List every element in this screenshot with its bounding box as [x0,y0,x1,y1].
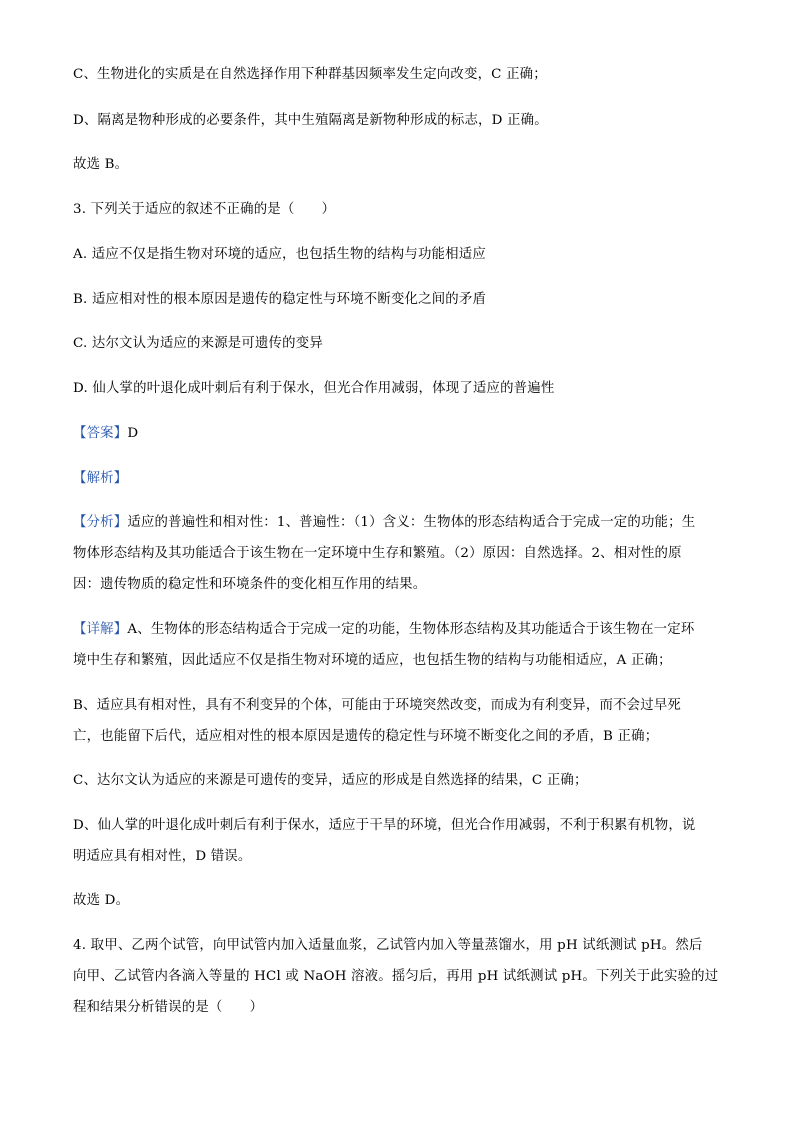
xiangjie-line-6: D、仙人掌的叶退化成叶刺后有利于保水，适应于干旱的环境，但光合作用减弱，不利于积累有机物，说 [73,818,696,833]
question-4-stem-line-3: 程和结果分析错误的是（ ） [73,1000,264,1015]
fenxi-line-2: 物体形态结构及其功能适合于该生物在一定环境中生存和繁殖。（2）原因：自然选择。2、相对性的原 [73,546,682,561]
xiangjie-line-2: 境中生存和繁殖，因此适应不仅是指生物对环境的适应，也包括生物的结构与功能相适应，A 正确； [73,653,672,668]
answer-tag: 【答案】 [73,426,128,441]
fenxi-text-1: 适应的普遍性和相对性：1、普遍性：（1）含义：生物体的形态结构适合于完成一定的功能；生 [127,515,696,530]
question-3-option-a: A. 适应不仅是指生物对环境的适应，也包括生物的结构与功能相适应 [73,247,486,262]
xiangjie-line-4: 亡，也能留下后代，适应相对性的根本原因是遗传的稳定性与环境不断变化之间的矛盾，B 正确； [73,729,659,744]
fenxi-line-3: 因：遗传物质的稳定性和环境条件的变化相互作用的结果。 [73,577,427,592]
answer-value: D [127,426,139,441]
analysis-tag: 【解析】 [73,471,128,486]
xiangjie-text-1: A、生物体的形态结构适合于完成一定的功能，生物体形态结构及其功能适合于该生物在一定环 [127,622,695,637]
analysis-heading [73,469,127,489]
xiangjie-line-1 [73,620,694,640]
question-3-choice: 故选 D。 [73,893,130,908]
answer-line [73,424,138,444]
fenxi-tag: 【分析】 [73,515,128,530]
prev-choice: 故选 B。 [73,157,129,172]
prev-option-c-explanation: C、生物进化的实质是在自然选择作用下种群基因频率发生定向改变，C 正确； [73,67,547,82]
question-4-stem-line-1: 4. 取甲、乙两个试管，向甲试管内加入适量血浆，乙试管内加入等量蒸馏水，用 pH 试纸测试 pH。然后 [73,938,703,953]
question-3-stem: 3. 下列关于适应的叙述不正确的是（ ） [73,202,336,217]
xiangjie-tag: 【详解】 [73,622,128,637]
question-3-option-b: B. 适应相对性的根本原因是遗传的稳定性与环境不断变化之间的矛盾 [73,292,487,307]
xiangjie-line-7: 明适应具有相对性，D 错误。 [73,849,252,864]
fenxi-line-1 [73,513,695,533]
question-3-option-c: C. 达尔文认为适应的来源是可遗传的变异 [73,336,323,351]
prev-option-d-explanation: D、隔离是物种形成的必要条件，其中生殖隔离是新物种形成的标志，D 正确。 [73,113,548,128]
xiangjie-line-5: C、达尔文认为适应的来源是可遗传的变异，适应的形成是自然选择的结果，C 正确； [73,773,588,788]
xiangjie-line-3: B、适应具有相对性，具有不利变异的个体，可能由于环境突然改变，而成为有利变异，而不会过早死 [73,698,682,713]
question-3-option-d: D. 仙人掌的叶退化成叶刺后有利于保水，但光合作用减弱，体现了适应的普遍性 [73,381,555,396]
question-4-stem-line-2: 向甲、乙试管内各滴入等量的 HCl 或 NaOH 溶液。摇匀后，再用 pH 试纸测试 pH。下列关于此实验的过 [73,969,719,984]
